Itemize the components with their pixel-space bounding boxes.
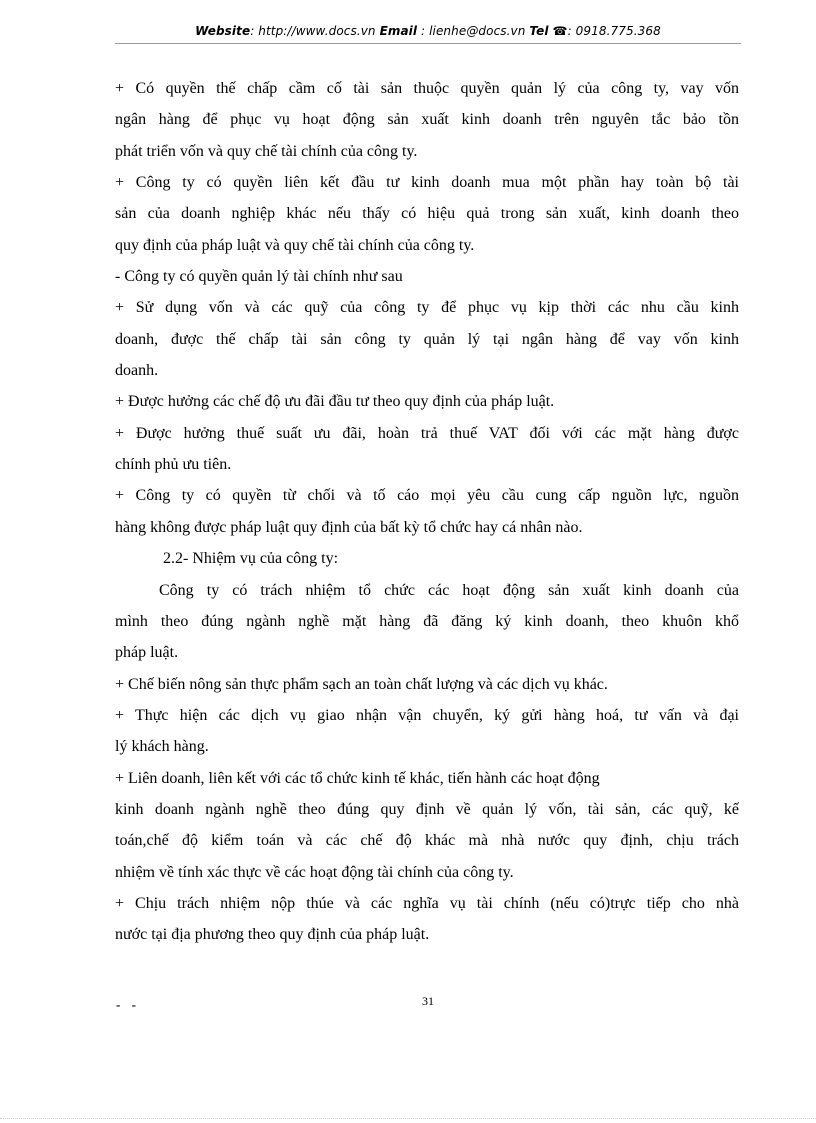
document-body	[115, 73, 739, 951]
page-number: 31	[422, 994, 434, 1008]
text-line: lý khách hàng.	[115, 738, 209, 756]
text-line: doanh.	[115, 362, 159, 380]
text-line: quy định của pháp luật và quy chế tài chính của công ty.	[115, 236, 475, 254]
text-line: + Thực hiện các dịch vụ giao nhận vận chuyển, ký gửi hàng hoá, tư vấn và đại	[115, 706, 739, 724]
page-header	[115, 24, 741, 38]
text-line: + Chịu trách nhiệm nộp thúe và các nghĩa vụ tài chính (nếu có)trực tiếp cho nhà	[115, 894, 739, 912]
text-line: + Liên doanh, liên kết với các tổ chức kinh tế khác, tiến hành các hoạt động	[115, 769, 600, 787]
text-line: mình theo đúng ngành nghề mặt hàng đã đăng ký kinh doanh, theo khuôn khổ	[115, 612, 739, 630]
text-line: pháp luật.	[115, 644, 179, 662]
text-line: nhiệm về tính xác thực về các hoạt động tài chính của công ty.	[115, 863, 514, 881]
text-line: kinh doanh ngành nghề theo đúng quy định về quản lý vốn, tài sản, các quỹ, kế	[115, 800, 739, 818]
text-line: + Có quyền thế chấp cầm cố tài sản thuộc quyền quản lý của công ty, vay vốn	[115, 80, 739, 97]
text-line: hàng không được pháp luật quy định của bất kỳ tổ chức hay cá nhân nào.	[115, 518, 583, 536]
text-line: + Chế biến nông sản thực phẩm sạch an toàn chất lượng và các dịch vụ khác.	[115, 675, 608, 693]
phone-icon: ☎	[552, 24, 568, 38]
text-line: sản của doanh nghiệp khác nếu thấy có hiệu quả trong sản xuất, kinh doanh theo	[115, 205, 739, 223]
text-line: + Công ty có quyền liên kết đầu tư kinh doanh mua một phần hay toàn bộ tài	[115, 174, 739, 192]
website-label: Website	[195, 24, 251, 38]
text-line: nước tại địa phương theo quy định của pháp luật.	[115, 926, 430, 944]
text-line: ngân hàng để phục vụ hoạt động sản xuất kinh doanh trên nguyên tắc bảo tồn	[115, 111, 739, 129]
text-line: + Sử dụng vốn và các quỹ của công ty để phục vụ kịp thời các nhu cầu kinh	[115, 299, 739, 317]
website-value: : http://www.docs.vn	[250, 24, 376, 38]
text-line: doanh, được thế chấp tài sản công ty quản lý tại ngân hàng để vay vốn kinh	[115, 330, 739, 348]
text-line: phát triển vốn và quy chế tài chính của công ty.	[115, 142, 418, 160]
footer-dashes: - -	[116, 997, 140, 1012]
header-divider	[115, 43, 741, 44]
page-bottom-border	[0, 1118, 816, 1119]
email-value: : lienhe@docs.vn	[417, 24, 526, 38]
text-line: + Được hưởng các chế độ ưu đãi đầu tư theo quy định của pháp luật.	[115, 393, 555, 411]
text-line: + Công ty có quyền từ chối và tố cáo mọi yêu cầu cung cấp nguồn lực, nguồn	[115, 487, 739, 505]
email-label: Email	[379, 24, 418, 38]
text-line: chính phủ ưu tiên.	[115, 456, 232, 474]
text-line: toán,chế độ kiểm toán và các chế độ khác mà nhà nước quy định, chịu trách	[115, 832, 739, 850]
text-line: + Được hưởng thuế suất ưu đãi, hoàn trả thuế VAT đối với các mặt hàng được	[115, 424, 739, 442]
text-line: - Công ty có quyền quản lý tài chính như sau	[115, 268, 403, 286]
tel-value: : 0918.775.368	[567, 24, 661, 38]
section-heading: 2.2- Nhiệm vụ của công ty:	[163, 550, 339, 568]
text-line: Công ty có trách nhiệm tổ chức các hoạt động sản xuất kinh doanh của	[159, 581, 739, 599]
tel-label: Tel	[529, 24, 549, 38]
